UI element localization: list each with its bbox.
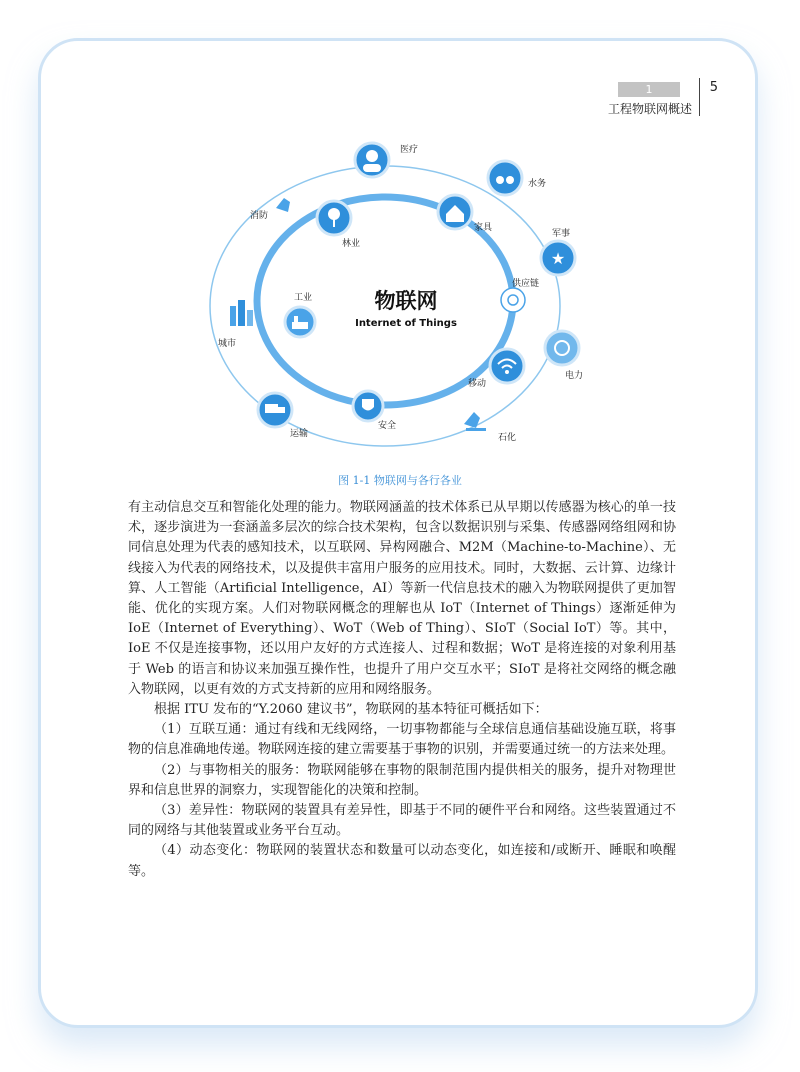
node-medical: [355, 143, 418, 177]
node-label-industry: 工业: [294, 293, 313, 303]
svg-text:★: ★: [550, 249, 566, 268]
node-security: [353, 391, 396, 431]
water-drop-icon: [488, 161, 522, 195]
node-label-supply-chain: 供应链: [512, 279, 540, 289]
node-forestry: [317, 201, 360, 249]
chapter-number-box: 1: [618, 82, 680, 97]
node-label-furniture: 家具: [474, 223, 493, 233]
node-furniture: [438, 195, 493, 233]
node-label-fire: 消防: [250, 211, 269, 221]
fire-extinguisher-icon: [276, 198, 290, 212]
node-label-military: 军事: [552, 229, 571, 239]
node-label-transport: 运输: [290, 429, 309, 439]
node-city: [218, 300, 253, 349]
paragraph: （3）差异性：物联网的装置具有差异性，即基于不同的硬件平台和网络。这些装置通过不同的网络与其他装置或业务平台互动。: [128, 803, 676, 839]
node-mobile: [468, 349, 524, 389]
header-divider: [699, 78, 700, 116]
node-label-petrochemical: 石化: [498, 433, 517, 443]
page-number: 5: [709, 80, 718, 95]
power-icon: [545, 331, 579, 365]
node-label-security: 安全: [378, 421, 397, 431]
node-power: [545, 331, 583, 381]
node-transport: [258, 393, 308, 439]
paragraph: 有主动信息交互和智能化处理的能力。物联网涵盖的技术体系已从早期以传感器为核心的单一技术，逐步演进为一套涵盖多层次的综合技术架构，包含以数据识别与采集、传感器网络组网和协同信息处理为代表的感知技术，以互联网、异构网融合、M2M（Machine-to-Machine）、无线接入为代表的网络技术，以及提供丰富用户服务的应用技术。同时，大数据、云计算、边缘计算、人工智能（Artificial Intelligence，AI）等新一代信息技术的融入为物联网提供了更加智能、优化的实现方案。人们对物联网概念的理解也从 IoT（Internet of Things）逐渐延伸为 IoE（Internet of Everything）、WoT（Web of Thing）、SIoT（Social IoT）等。其中，IoE 不仅是连接事物，还以用户友好的方式连接人、过程和数据；WoT 是将连接的对象利用基于 Web 的语言和协议来加强互操作性，也提升了用户交互水平；SIoT 是将社交网络的概念融入物联网，以更有效的方式支持新的应用和网络服务。: [128, 500, 676, 697]
node-label-water: 水务: [528, 179, 547, 189]
paragraph: （4）动态变化：物联网的装置状态和数量可以动态变化，如连接和/或断开、睡眠和唤醒等。: [128, 843, 676, 879]
node-supply-chain: [501, 277, 539, 312]
node-fire: [250, 198, 290, 221]
node-label-forestry: 林业: [342, 239, 361, 249]
node-label-power: 电力: [565, 371, 584, 381]
node-label-medical: 医疗: [400, 145, 419, 155]
iot-diagram: [200, 126, 600, 466]
node-water: [488, 161, 546, 195]
running-header: [498, 78, 718, 118]
paragraph: 根据 ITU 发布的“Y.2060 建议书”，物联网的基本特征可概括如下：: [154, 702, 548, 718]
node-label-mobile: 移动: [468, 379, 487, 389]
node-industry: [285, 291, 315, 337]
supply-chain-icon: [501, 288, 525, 312]
chapter-title: 工程物联网概述: [607, 102, 692, 116]
center-title: 物联网: [374, 289, 438, 313]
paragraph: （2）与事物相关的服务：物联网能够在事物的限制范围内提供相关的服务，提升对物理世界和信息世界的洞察力，实现智能化的决策和控制。: [128, 762, 676, 798]
body-text: [128, 498, 676, 882]
node-military: [541, 227, 575, 275]
paragraph: （1）互联互通：通过有线和无线网络，一切事物都能与全球信息通信基础设施互联，将事物的信息准确地传递。物联网连接的建立需要基于事物的识别，并需要通过统一的方法来处理。: [128, 722, 676, 758]
figure-caption: 图 1-1 物联网与各行各业: [338, 474, 462, 487]
node-label-city: 城市: [218, 339, 237, 349]
iot-diagram-svg: [200, 126, 600, 466]
center-subtitle: Internet of Things: [355, 318, 457, 329]
city-icon: [230, 306, 236, 326]
